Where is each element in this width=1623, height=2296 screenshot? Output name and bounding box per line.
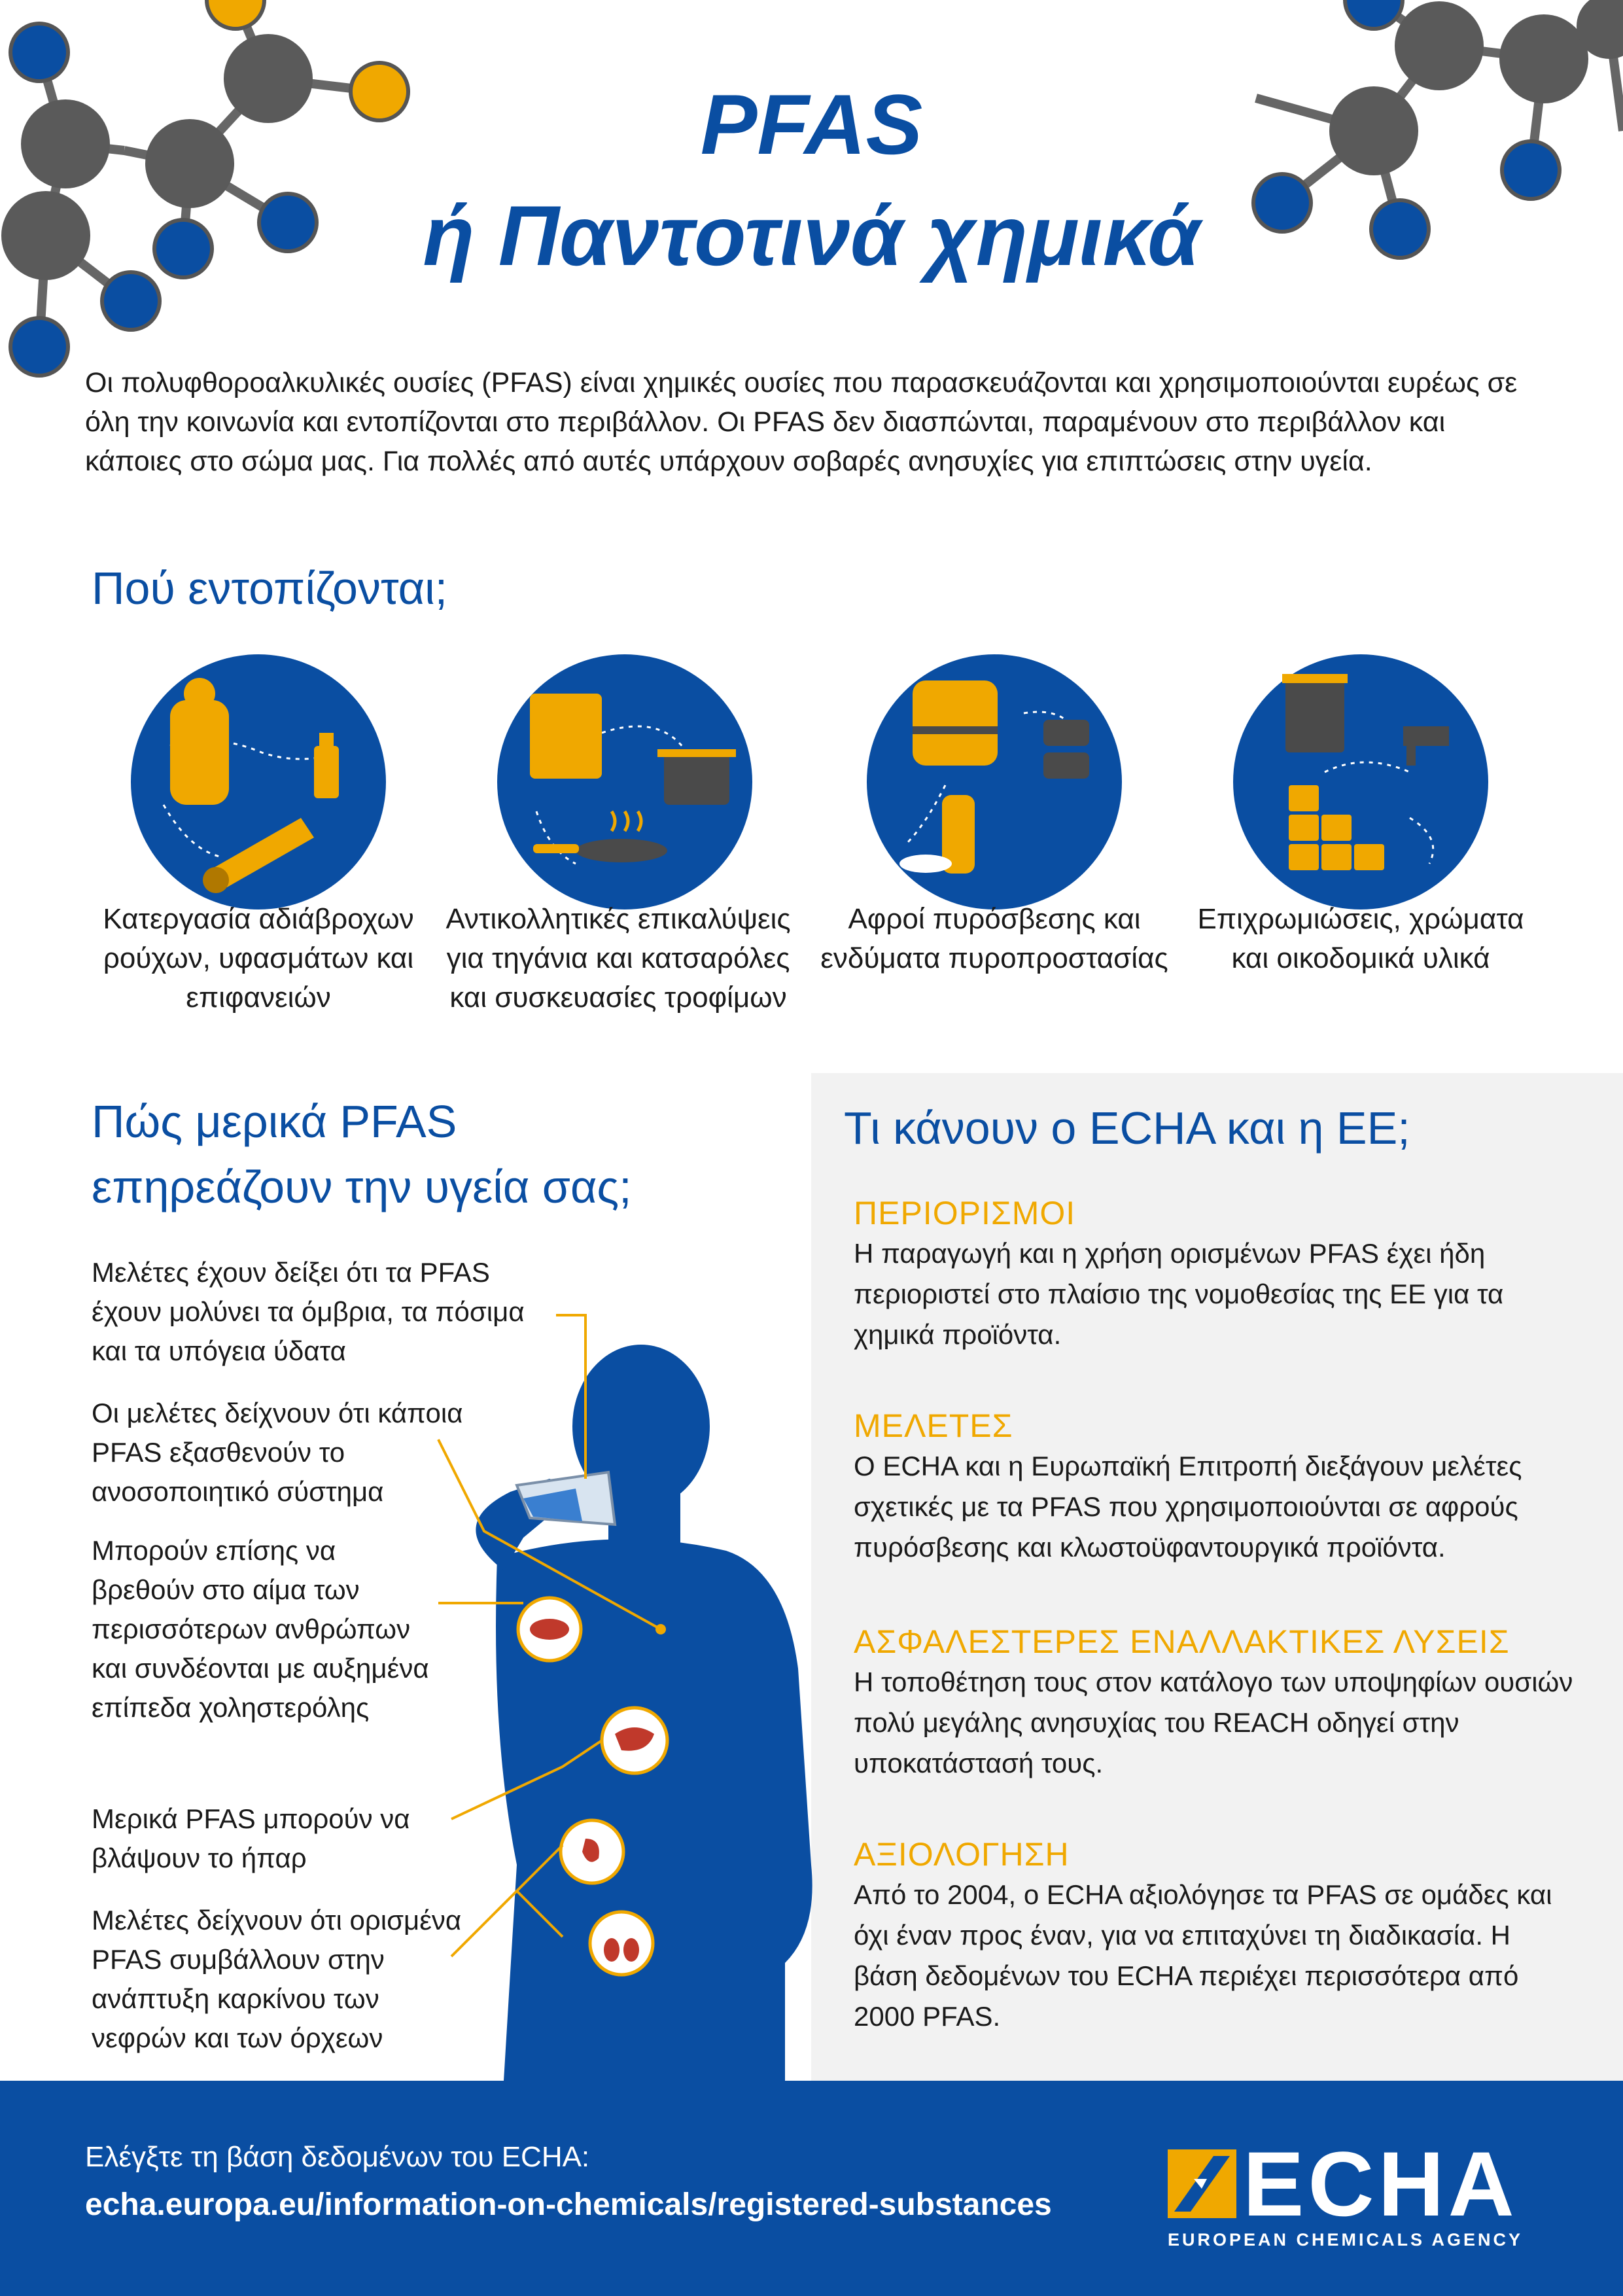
where-caption-3: Αφροί πυρόσβεσης και ενδύματα πυροπροστασίας (820, 903, 1168, 974)
echa-section-1-body: Η παραγωγή και η χρήση ορισμένων PFAS έχει ήδη περιοριστεί στο πλαίσιο της νομοθεσίας της ΕΕ για τα χημικά προϊόντα. (854, 1238, 1504, 1350)
echa-logo-icon (1168, 2149, 1236, 2218)
where-caption-1: Κατεργασία αδιάβροχων ρούχων, υφασμάτων και επιφανειών (103, 903, 414, 1014)
footer-link[interactable]: echa.europa.eu/information-on-chemicals/registered-substances (85, 2187, 1052, 2222)
echa-heading: Τι κάνουν ο ECHA και η ΕΕ; (844, 1103, 1410, 1154)
intro-paragraph: Οι πολυφθοροαλκυλικές ουσίες (PFAS) είναι χημικές ουσίες που παρασκευάζονται και χρησιμοποιούνται ευρέως σε όλη την κοινωνία και εντοπίζονται στο περιβάλλον. Οι PFAS δεν διασπώνται, παραμένουν στο περιβάλλον και κάποιες στο σώμα μας. Για πολλές από αυτές υπάρχουν σοβαρές ανησυχίες για επιπτώσεις στην υγεία. (85, 367, 1518, 477)
echa-section-4-title: ΑΞΙΟΛΟΓΗΣΗ (854, 1836, 1070, 1873)
echa-section-2-body: Ο ECHA και η Ευρωπαϊκή Επιτροπή διεξάγουν μελέτες σχετικές με τα PFAS που χρησιμοποιούνται σε αφρούς πυρόσβεσης και κλωστοϋφαντουργικά προϊόντα. (854, 1451, 1522, 1563)
health-fact-5: Μελέτες δείχνουν ότι ορισμένα PFAS συμβάλλουν στην ανάπτυξη καρκίνου των νεφρών και των όρχεων (92, 1905, 462, 2053)
nonstick-cookware-icon (497, 654, 752, 910)
paints-building-materials-icon (1233, 654, 1488, 910)
firefighting-gear-icon (867, 654, 1122, 910)
echa-logo-subtitle: EUROPEAN CHEMICALS AGENCY (1168, 2230, 1524, 2250)
health-fact-4: Μερικά PFAS μπορούν να βλάψουν το ήπαρ (92, 1803, 410, 1873)
where-caption-4: Επιχρωμιώσεις, χρώματα και οικοδομικά υλικά (1197, 903, 1524, 974)
health-fact-1: Μελέτες έχουν δείξει ότι τα PFAS έχουν μολύνει τα όμβρια, τα πόσιμα και τα υπόγεια ύδατα (92, 1257, 525, 1366)
health-fact-2: Οι μελέτες δείχνουν ότι κάποια PFAS εξασθενούν το ανοσοποιητικό σύστημα (92, 1398, 463, 1507)
health-fact-3: Μπορούν επίσης να βρεθούν στο αίμα των περισσότερων ανθρώπων και συνδέονται με αυξημένα επίπεδα χοληστερόλης (92, 1535, 429, 1723)
echa-section-3-body: Η τοποθέτηση τους στον κατάλογο των υποψηφίων ουσιών πολύ μεγάλης ανησυχίας του REACH οδηγεί στην υποκατάστασή τους. (854, 1667, 1573, 1778)
echa-section-3-title: ΑΣΦΑΛΕΣΤΕΡΕΣ ΕΝΑΛΛΑΚΤΙΚΕΣ ΛΥΣΕΙΣ (854, 1623, 1510, 1660)
waterproof-clothing-icon (131, 654, 386, 910)
footer-text: Ελέγξτε τη βάση δεδομένων του ECHA: (85, 2141, 590, 2173)
where-heading: Πού εντοπίζονται; (92, 563, 448, 614)
echa-logo-text: ECHA (1243, 2132, 1518, 2235)
where-caption-2: Αντικολλητικές επικαλύψεις για τηγάνια και κατσαρόλες και συσκευασίες τροφίμων (445, 903, 791, 1014)
echa-section-2-title: ΜΕΛΕΤΕΣ (854, 1407, 1013, 1444)
title-line1: PFAS (700, 77, 923, 172)
echa-section-1-title: ΠΕΡΙΟΡΙΣΜΟΙ (854, 1195, 1076, 1231)
connector-lines (0, 1243, 818, 2081)
health-heading-line1: Πώς μερικά PFAS (92, 1096, 457, 1147)
echa-section-4-body: Από το 2004, ο ECHA αξιολόγησε τα PFAS σε ομάδες και όχι έναν προς έναν, για να επιταχύνει τη διαδικασία. Η βάση δεδομένων του ECHA περιέχει περισσότερα από 2000 PFAS. (854, 1879, 1552, 2032)
health-heading-line2: επηρεάζουν την υγεία σας; (92, 1161, 632, 1212)
title-line2: ή Παντοτινά χημικά (423, 188, 1200, 283)
